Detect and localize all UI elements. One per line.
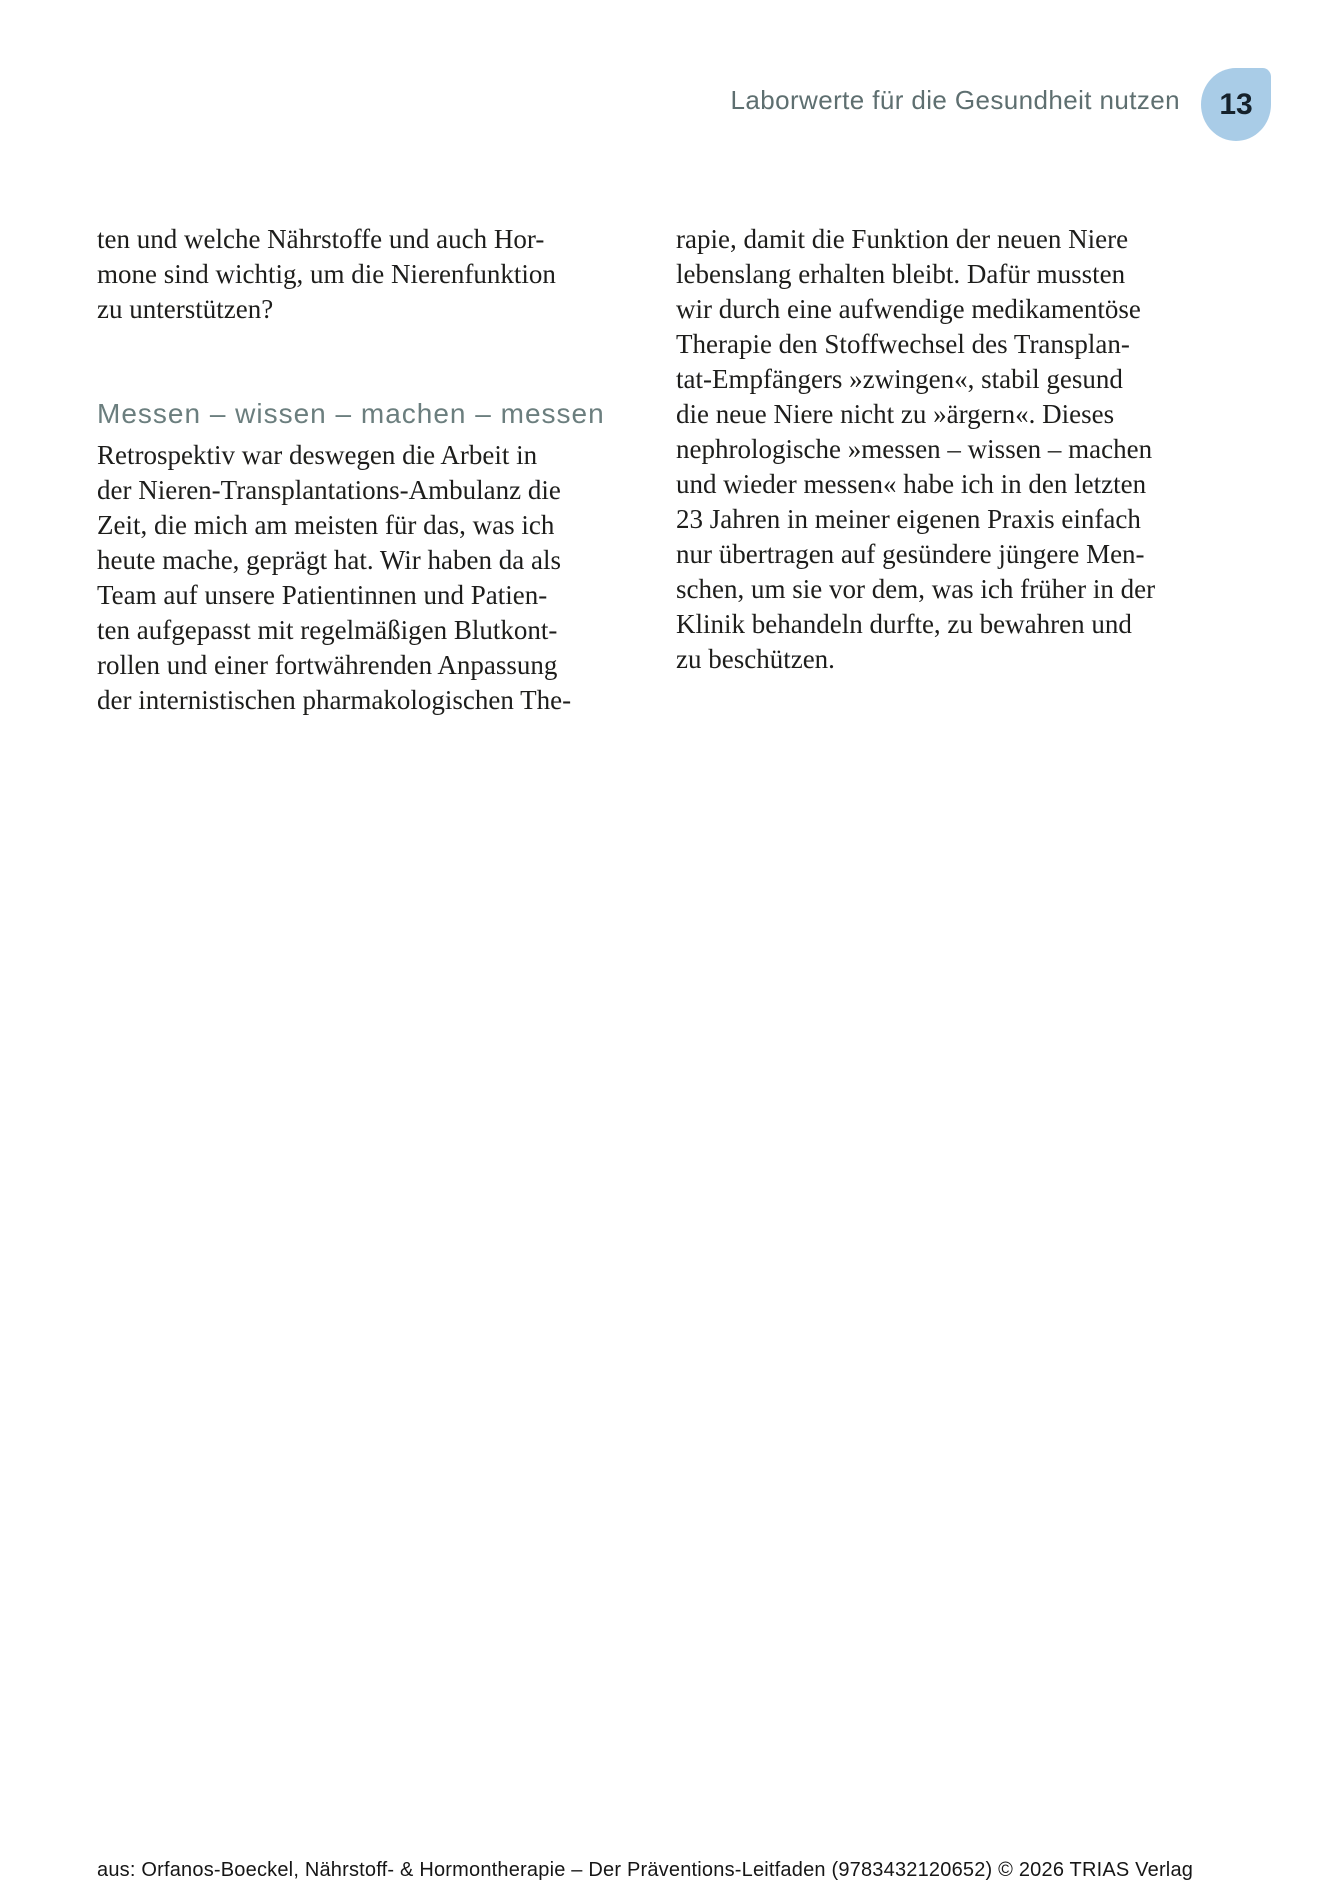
paragraph: Retrospektiv war deswegen die Arbeit in der Nieren-Transplantations-Ambulanz die Zeit, die mich am meisten für das, was ich heute mache, geprägt hat. Wir haben da als Team auf unsere Patientinnen und Patien- ten aufgepasst mit regelmäßigen Blutkont- rollen und einer fortwährenden Anpassung der internistischen pharmakologischen The- (97, 440, 572, 715)
paragraph: rapie, damit die Funktion der neuen Niere lebenslang erhalten bleibt. Dafür mussten wir durch eine aufwendige medikamentöse Therapie den Stoffwechsel des Transplan- tat-Empfängers »zwingen«, stabil gesund die neue Niere nicht zu »ärgern«. Dieses nephrologische »messen – wissen – machen und wieder messen« habe ich in den letzten 23 Jahren in meiner eigenen Praxis einfach nur übertragen auf gesündere jüngere Men- schen, um sie vor dem, was ich früher in der Klinik behandeln durfte, zu bewahren und zu beschützen. (676, 224, 1156, 674)
paragraph: ten und welche Nährstoffe und auch Hor- mone sind wichtig, um die Nierenfunktion zu unterstützen? (97, 224, 556, 324)
right-column (676, 222, 1256, 718)
left-column (97, 222, 645, 718)
section-heading: Messen – wissen – machen – messen (97, 398, 605, 429)
page-number-badge (1201, 68, 1271, 141)
text-columns (97, 222, 1257, 718)
page-number: 13 (1219, 87, 1253, 121)
copyright-footer: aus: Orfanos-Boeckel, Nährstoff- & Hormontherapie – Der Präventions-Leitfaden (9783432120652) © 2026 TRIAS Verlag (97, 1859, 1194, 1881)
running-header-title: Laborwerte für die Gesundheit nutzen (730, 85, 1180, 115)
